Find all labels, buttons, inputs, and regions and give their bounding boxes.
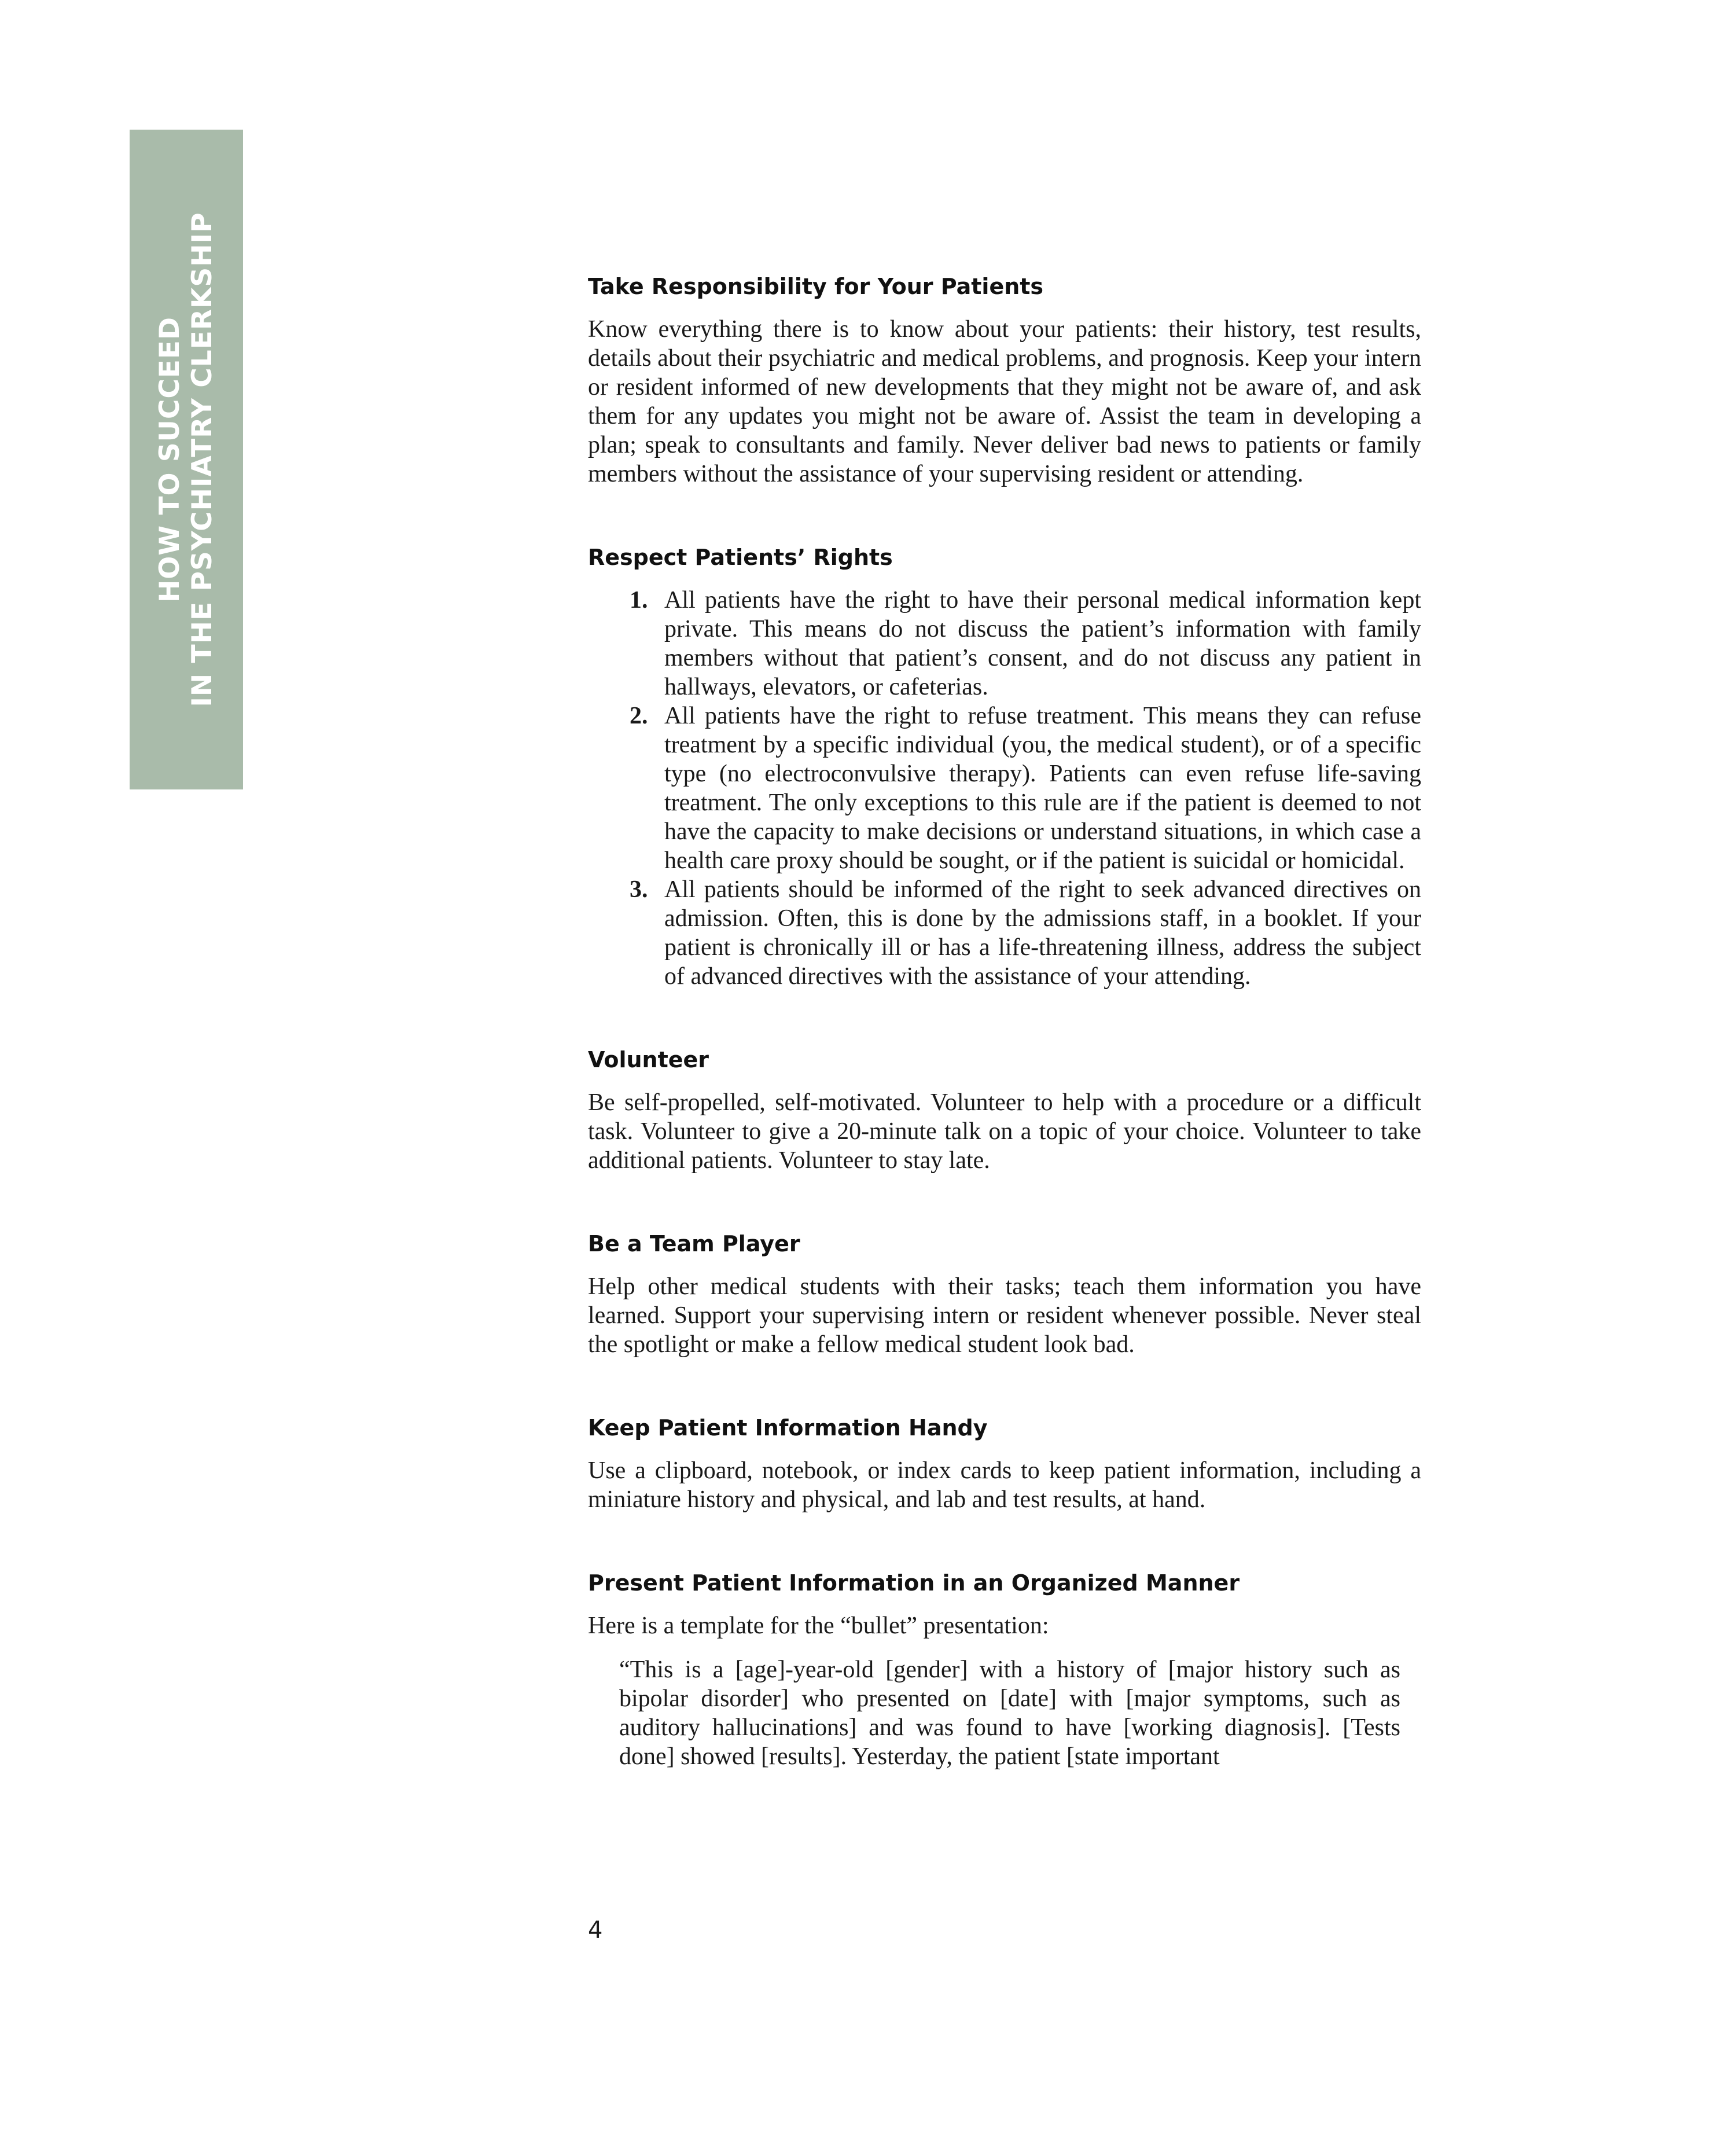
section-heading: Present Patient Information in an Organized Manner	[588, 1570, 1240, 1596]
section-heading: Keep Patient Information Handy	[588, 1415, 988, 1441]
list-item-text: All patients should be informed of the right to seek advanced directives on admission. Often, this is done by the admissions staff, in a booklet. If your patient is chronically ill or has a life-threatening illness, address the subject of advanced directives with the assistance of your attending.	[664, 876, 1421, 990]
chapter-tab-title	[154, 212, 219, 707]
chapter-tab-line2: IN THE PSYCHIATRY CLERKSHIP	[186, 212, 218, 707]
section-paragraph: Use a clipboard, notebook, or index cards to keep patient information, including a miniature history and physical, and lab and test results, at hand.	[588, 1457, 1421, 1513]
list-item	[588, 701, 1421, 875]
section-volunteer	[588, 1045, 1421, 1175]
section-paragraph: Know everything there is to know about your patients: their history, test results, details about their psychiatric and medical problems, and prognosis. Keep your intern or resident informed of new developments that they might not be aware of, and ask them for any updates you might not be aware of. Assist the team in developing a plan; speak to consultants and family. Never deliver bad news to patients or family members without the assistance of your supervising resident or attending.	[588, 316, 1421, 487]
section-patient-info-handy	[588, 1413, 1421, 1514]
list-item-text: All patients have the right to have their personal medical information kept private. This means do not discuss the patient’s information with family members without that patient’s consent, and do not discuss any patient in hallways, elevators, or cafeterias.	[664, 587, 1421, 700]
page-body	[588, 272, 1421, 1771]
list-item	[588, 586, 1421, 701]
page-number: 4	[588, 1917, 603, 1944]
chapter-tab-line1: HOW TO SUCCEED	[154, 316, 186, 603]
section-paragraph: Help other medical students with their tasks; teach them information you have learned. Support your supervising intern or resident whenever possible. Never steal the spotlight or make a fellow medical student look bad.	[588, 1273, 1421, 1358]
section-heading: Volunteer	[588, 1047, 709, 1072]
list-item	[588, 875, 1421, 991]
section-take-responsibility	[588, 272, 1421, 488]
section-heading: Respect Patients’ Rights	[588, 545, 893, 570]
section-patients-rights	[588, 543, 1421, 991]
section-present-info	[588, 1568, 1421, 1771]
section-paragraph: Be self-propelled, self-motivated. Volunteer to help with a procedure or a difficult task. Volunteer to give a 20-minute talk on a topic of your choice. Volunteer to take additional patients. Volunteer to stay late.	[588, 1089, 1421, 1174]
list-item-text: All patients have the right to refuse treatment. This means they can refuse treatment by a specific individual (you, the medical student), or of a specific type (no electroconvulsive therapy). Patients can even refuse life-saving treatment. The only exceptions to this rule are if the patient is deemed to not have the capacity to make decisions or understand situations, in which case a health care proxy should be sought, or if the patient is suicidal or homicidal.	[664, 703, 1421, 874]
section-heading: Be a Team Player	[588, 1231, 800, 1257]
template-quote: “This is a [age]-year-old [gender] with a history of [major history such as bipolar disorder] who presented on [date] with [major symptoms, such as auditory hallucinations] and was found to have [working diagnosis]. [Tests done] showed [results]. Yesterday, the patient [state important	[619, 1656, 1400, 1770]
rights-list	[588, 586, 1421, 991]
list-item-number: 3.	[630, 876, 648, 903]
list-item-number: 2.	[630, 703, 648, 729]
section-heading: Take Responsibility for Your Patients	[588, 274, 1044, 299]
section-team-player	[588, 1229, 1421, 1359]
list-item-number: 1.	[630, 587, 648, 614]
section-paragraph: Here is a template for the “bullet” presentation:	[588, 1612, 1049, 1639]
